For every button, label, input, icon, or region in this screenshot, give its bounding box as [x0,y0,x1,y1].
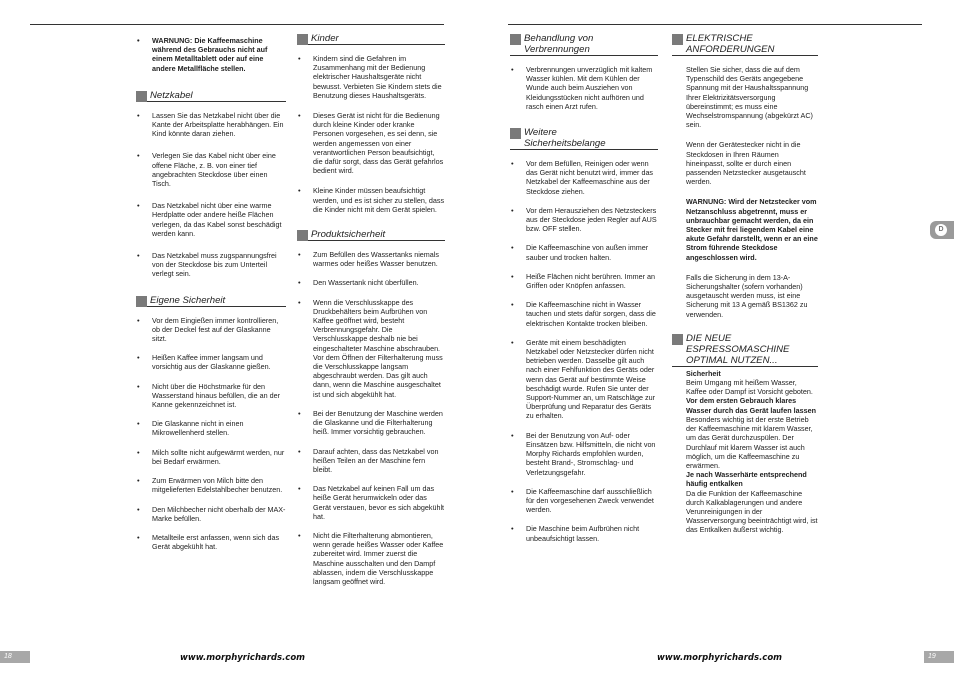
left-column-2 [297,33,445,595]
heading-square-icon [510,34,521,45]
list-item: • Vor dem Befüllen, Reinigen oder wenn das Gerät nicht benutzt wird, immer das Netzkabel der Kaffeemaschine aus der Steckdose ziehen. [510,159,658,196]
list-item: • Heiße Flächen nicht berühren. Immer an Griffen oder Knöpfen anfassen. [510,272,658,290]
list-item: • Das Netzkabel nicht über eine warme Herdplatte oder andere heiße Flächen verlegen, da das Kabel sonst beschädigt werden kann. [136,201,286,238]
list-item: • Wenn die Verschlusskappe des Druckbehälters beim Aufbrühen von Kaffee geöffnet wird, besteht Verbrennungsgefahr. Die Verschlusskappe deshalb nie bei eingeschalteter Maschine abschrauben. Vor dem Öffnen der Filterhalterung muss die Verschlusskappe langsam abgeschraubt werden. Das gilt auch dann, wenn die Maschine ausgeschaltet ist und sich abgekühlt hat. [297,298,445,399]
left-column-1 [136,36,286,560]
list-item: • Vor dem Herausziehen des Netzsteckers aus der Steckdose jeden Regler auf AUS bzw. OFF stellen. [510,206,658,234]
subheading: Je nach Wasserhärte entsprechend häufig entkalken [686,470,807,489]
heading-square-icon [510,128,521,139]
list-item: • Darauf achten, dass das Netzkabel von heißen Teilen an der Maschine fern bleibt. [297,447,445,475]
footer-url-right: www.morphyrichards.com [657,653,783,663]
list-item: • Metallteile erst anfassen, wenn sich das Gerät abgekühlt hat. [136,533,286,551]
list-item: • Kleine Kinder müssen beaufsichtigt werden, und es ist sicher zu stellen, dass die Kinder nicht mit dem Gerät spielen. [297,186,445,214]
heading-square-icon [672,334,683,345]
list-item: • Den Milchbecher nicht oberhalb der MAX-Marke befüllen. [136,505,286,523]
section-heading-espressomaschine: DIE NEUE ESPRESSOMASCHINE OPTIMAL NUTZEN... [672,333,818,367]
list-item: • Das Netzkabel muss zugspannungsfrei von der Steckdose bis zum Unterteil verlegt sein. [136,251,286,279]
paragraph: Da die Funktion der Kaffeemaschine durch Kalkablagerungen und andere Verunreinigungen in der Wasserversorgung beeinträchtigt wird, ist das Entkalken äußerst wichtig. [686,488,818,535]
paragraph: Stellen Sie sicher, dass die auf dem Typenschild des Geräts angegebene Spannung mit der Haushaltsspannung Ihrer Elektrizitätsversorgung übereinstimmt; es muss eine Wechselstromspannung (abgekürzt AC) sein. [686,65,813,130]
paragraph: Besonders wichtig ist der erste Betrieb der Kaffeemaschine mit klarem Wasser, um das Gerät durchzuspülen. Der Durchlauf mit klarem Wasser ist auch möglich, um die Kaffeemaschine zu erwärmen. [686,414,813,470]
section-heading-eigene-sicherheit: Eigene Sicherheit [136,295,286,307]
metal-tray-warning: • WARNUNG: Die Kaffeemaschine während des Gebrauchs nicht auf einem Metalltablett oder auf eine andere Metallfläche stellen. [136,36,286,73]
plug-warning: WARNUNG: Wird der Netzstecker vom Netzanschluss abgetrennt, muss er unbrauchbar gemacht werden, da ein Stecker mit frei liegendem Kabel eine akute Gefahr darstellt, wenn er an eine Strom führende Steckdose angeschlossen wird. [686,197,818,262]
list-item: • Verbrennungen unverzüglich mit kaltem Wasser kühlen. Mit dem Kühlen der Wunde auch beim Ausziehen von Kleidungsstücken nicht aufhören und rasch einen Arzt rufen. [510,65,658,111]
section-heading-produktsicherheit: Produktsicherheit [297,229,445,241]
list-item: • Den Wassertank nicht überfüllen. [297,278,445,287]
list-item: • Die Glaskanne nicht in einen Mikrowellenherd stellen. [136,419,286,437]
list-item: • Milch sollte nicht aufgewärmt werden, nur bei Bedarf erwärmen. [136,448,286,466]
section-heading-elektrische-anforderungen: ELEKTRISCHE ANFORDERUNGEN [672,33,818,56]
espresso-body [672,369,818,535]
list-item: • Heißen Kaffee immer langsam und vorsichtig aus der Glaskanne gießen. [136,353,286,371]
list-item: • Verlegen Sie das Kabel nicht über eine offene Fläche, z. B. von einer tief angebrachten Steckdose über einen Tisch. [136,151,286,188]
list-item: • Geräte mit einem beschädigten Netzkabel oder Netzstecker dürfen nicht betrieben werden. Dasselbe gilt auch nach einer Fehlfunktion des Geräts oder wenn das Gerät auf bestimmte Weise beschädigt wurde. Rufen Sie unter der Support-Nummer an, um Ratschläge zur Überprüfung und Reparatur des Geräts zu erhalten. [510,338,658,421]
list-item: • Nicht die Filterhalterung abmontieren, wenn gerade heißes Wasser oder Kaffee zubereitet wird. Immer zuerst die Maschine ausschalten und den Dampf ablassen, indem die Verschlusskappe langsam geöffnet wird. [297,531,445,586]
list-item: • Lassen Sie das Netzkabel nicht über die Kante der Arbeitsplatte herabhängen. Ein Kind könnte daran ziehen. [136,111,286,139]
heading-square-icon [136,91,147,102]
section-heading-weitere-sicherheitsbelange: Weitere Sicherheitsbelange [510,127,658,150]
language-tab [930,221,954,239]
footer-url-left: www.morphyrichards.com [180,653,306,663]
list-item: • Die Kaffeemaschine darf ausschließlich für den vorgesehenen Zweck verwendet werden. [510,487,658,515]
electrical-body [672,65,818,319]
paragraph: Wenn der Gerätestecker nicht in die Steckdosen in Ihren Räumen hineinpasst, sollte er durch einen passenden Netzstecker ausgetauscht werden. [686,140,806,187]
page-number-left: 18 [0,651,30,663]
right-column-2 [672,33,818,535]
paragraph: Beim Umgang mit heißem Wasser, Kaffee oder Dampf ist Vorsicht geboten. [686,378,813,397]
list-item: • Kindern sind die Gefahren im Zusammenhang mit der Bedienung elektrischer Haushaltsgeräte nicht bewusst. Verbieten Sie Kindern stets die Benutzung dieses Haushaltsgeräts. [297,54,445,100]
top-rule-left [30,24,444,25]
list-item: • Das Netzkabel auf keinen Fall um das heiße Gerät herumwickeln oder das Gerät verstauen, bevor es sich abgekühlt hat. [297,484,445,521]
paragraph: Falls die Sicherung in dem 13-A-Sicherungshalter (sofern vorhanden) ausgetauscht werden muss, ist eine Sicherung mit 13 A gemäß BS1362 zu verwenden. [686,272,808,319]
page-number-right: 19 [924,651,954,663]
list-item: • Die Kaffeemaschine nicht in Wasser tauchen und stets dafür sorgen, dass die elektrischen Kontakte trocken bleiben. [510,300,658,328]
section-heading-verbrennungen: Behandlung von Verbrennungen [510,33,658,56]
right-column-1 [510,33,658,552]
heading-square-icon [672,34,683,45]
list-item: • Dieses Gerät ist nicht für die Bedienung durch kleine Kinder oder kranke Personen vorgesehen, es sei denn, sie werden angemessen von einer verantwortlichen Person beaufsichtigt, die dafür sorgt, dass das Gerät gefahrlos bedient wird. [297,111,445,175]
list-item: • Bei der Benutzung von Auf- oder Einsätzen bzw. Hilfsmitteln, die nicht von Morphy Richards empfohlen wurden, besteht Brand-, Stromschlag- und Verletzungsgefahr. [510,431,658,477]
list-item: • Zum Erwärmen von Milch bitte den mitgelieferten Edelstahlbecher benutzen. [136,476,286,494]
top-rule-right [508,24,922,25]
list-item: • Bei der Benutzung der Maschine werden die Glaskanne und die Filterhalterung heiß. Immer vorsichtig gebrauchen. [297,409,445,437]
section-heading-kinder: Kinder [297,33,445,45]
heading-square-icon [297,230,308,241]
heading-square-icon [136,296,147,307]
list-item: • Die Kaffeemaschine von außen immer sauber und trocken halten. [510,243,658,261]
list-item: • Die Maschine beim Aufbrühen nicht unbeaufsichtigt lassen. [510,524,658,542]
heading-square-icon [297,34,308,45]
list-item: • Vor dem Eingießen immer kontrollieren, ob der Deckel fest auf der Glaskanne sitzt. [136,316,286,344]
list-item: • Zum Befüllen des Wassertanks niemals warmes oder heißes Wasser benutzen. [297,250,445,268]
section-heading-netzkabel: Netzkabel [136,90,286,102]
list-item: • Nicht über die Höchstmarke für den Wasserstand hinaus befüllen, die an der Kanne gekennzeichnet ist. [136,382,286,410]
subheading: Sicherheit [686,368,721,378]
language-tab-label: D [935,224,947,236]
subheading: Vor dem ersten Gebrauch klares Wasser durch das Gerät laufen lassen [686,396,816,415]
